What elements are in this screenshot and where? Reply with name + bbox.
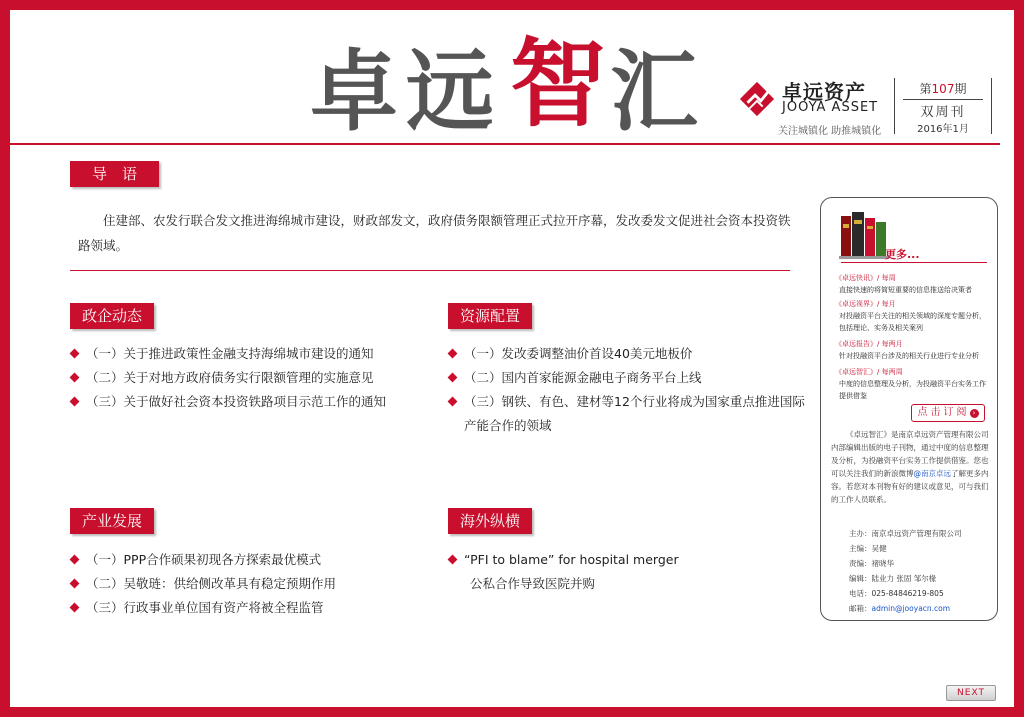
industry-item-2-label: （二）吴敬琏：供给侧改革具有稳定预期作用 xyxy=(86,576,337,591)
overseas-item-1-subline[interactable] xyxy=(448,572,810,596)
policy-item-2-label: （二）关于对地方政府债务实行限额管理的实施意见 xyxy=(86,370,374,385)
section-tag-resource: 资源配置 xyxy=(448,303,532,329)
more-rule xyxy=(841,262,987,263)
next-page-button[interactable]: NEXT xyxy=(946,685,996,701)
staff-label: 主编： xyxy=(849,544,872,553)
resource-item-2[interactable] xyxy=(448,366,810,390)
intro-text: 住建部、农发行联合发文推进海绵城市建设，财政部发文，政府债务限额管理正式拉开序幕，发改委发文促进社会资本投资铁路领域。 xyxy=(78,213,791,253)
policy-item-1-label: （一）关于推进政策性金融支持海绵城市建设的通知 xyxy=(86,346,374,361)
subscribe-button[interactable] xyxy=(911,404,985,422)
diamond-bullet-icon xyxy=(448,373,458,383)
staff-row xyxy=(849,526,962,541)
issue-info xyxy=(894,78,992,134)
overseas-list xyxy=(448,548,810,596)
brand-slogan: 关注城镇化 助推城镇化 xyxy=(778,126,882,137)
publication-4[interactable] xyxy=(835,366,991,402)
issue-number-value: 107 xyxy=(931,82,955,96)
staff-row xyxy=(849,586,962,601)
diamond-bullet-icon xyxy=(70,349,80,359)
resource-item-3[interactable] xyxy=(448,390,810,438)
staff-label: 电话： xyxy=(849,589,872,598)
brand-logo xyxy=(738,74,888,137)
publication-2[interactable] xyxy=(835,298,991,334)
diamond-bullet-icon xyxy=(70,555,80,565)
publication-3-title: 《卓远报告》/ 每两月 xyxy=(835,340,903,348)
resource-item-3-label: （三）钢铁、有色、建材等12个行业将成为国家重点推进国际产能合作的领域 xyxy=(464,394,805,433)
staff-row xyxy=(849,601,962,616)
resource-item-1[interactable] xyxy=(448,342,810,366)
staff-value: 褚晓华 xyxy=(871,559,894,568)
policy-item-2[interactable] xyxy=(70,366,430,390)
industry-item-3[interactable] xyxy=(70,596,430,620)
diamond-bullet-icon xyxy=(448,555,458,565)
masthead-char-3: 智 xyxy=(510,28,606,140)
staff-label: 责编： xyxy=(849,559,872,568)
about-text-after: 了解更多内容。若您对本刊物有好的建议或意见，可与我们的工作人员联系。 xyxy=(831,469,989,504)
issue-frequency: 双周刊 xyxy=(920,105,966,120)
publication-2-desc: 对投融资平台关注的相关领域的深度专题分析，包括理论、实务及相关案列 xyxy=(839,312,986,332)
staff-value: 025-84846219-805 xyxy=(871,589,944,598)
publication-1[interactable] xyxy=(835,272,991,296)
publication-4-desc: 中度的信息整理及分析，为投融资平台实务工作提供借鉴 xyxy=(839,380,986,400)
publication-4-title: 《卓远智汇》/ 每两周 xyxy=(835,368,903,376)
issue-prefix: 第 xyxy=(919,82,932,96)
intro-tag: 导 语 xyxy=(70,161,159,187)
staff-label: 编辑： xyxy=(849,574,872,583)
staff-list xyxy=(849,526,962,616)
publication-3[interactable] xyxy=(835,338,991,362)
about-text-before: 《卓远智汇》是南京卓远资产管理有限公司内部编辑出版的电子刊物，通过中度的信息整理及分析，为投融资平台实务工作提供借鉴。您也可以关注我们的新浪微博 xyxy=(831,430,989,478)
issue-suffix: 期 xyxy=(954,82,967,96)
diamond-bullet-icon xyxy=(448,349,458,359)
issue-date: 2016年1月 xyxy=(917,124,969,135)
publication-2-title: 《卓远视界》/ 每月 xyxy=(835,300,896,308)
overseas-subline-label: 公私合作导致医院并购 xyxy=(470,576,596,591)
industry-item-1-label: （一）PPP合作硕果初现各方探索最优模式 xyxy=(86,552,322,567)
header-rule xyxy=(10,143,1000,145)
diamond-bullet-icon xyxy=(70,373,80,383)
masthead-char-1: 卓 xyxy=(310,40,399,143)
resource-item-2-label: （二）国内首家能源金融电子商务平台上线 xyxy=(464,370,702,385)
staff-label: 主办： xyxy=(849,529,872,538)
industry-item-1[interactable] xyxy=(70,548,430,572)
more-link[interactable]: 更多... xyxy=(885,248,920,261)
policy-item-3-label: （三）关于做好社会资本投资铁路项目示范工作的通知 xyxy=(86,394,387,409)
section-tag-industry: 产业发展 xyxy=(70,508,154,534)
issue-number xyxy=(895,80,991,97)
diamond-bullet-icon xyxy=(448,397,458,407)
email-link[interactable]: admin@jooyacn.com xyxy=(871,604,951,613)
resource-list xyxy=(448,342,810,438)
weibo-link[interactable]: @南京卓远 xyxy=(913,469,951,478)
staff-row xyxy=(849,556,962,571)
policy-item-1[interactable] xyxy=(70,342,430,366)
staff-label: 邮箱： xyxy=(849,604,872,613)
publication-1-desc: 直接快速的将简短重要的信息推送给决策者 xyxy=(839,286,972,294)
staff-value: 陆业力 张固 邹尔椽 xyxy=(871,574,937,583)
issue-divider xyxy=(903,99,983,100)
staff-row xyxy=(849,541,962,556)
diamond-bullet-icon xyxy=(70,579,80,589)
industry-list xyxy=(70,548,430,620)
brand-name-cn: 卓远资产 xyxy=(782,80,866,104)
diamond-bullet-icon xyxy=(70,603,80,613)
policy-list xyxy=(70,342,430,414)
about-text xyxy=(831,428,991,506)
masthead-char-4: 汇 xyxy=(610,40,699,143)
publication-1-title: 《卓远快讯》/ 每周 xyxy=(835,274,896,282)
policy-item-3[interactable] xyxy=(70,390,430,414)
arrow-right-icon: › xyxy=(970,409,979,418)
masthead-char-2: 远 xyxy=(406,40,495,143)
section-tag-policy: 政企动态 xyxy=(70,303,154,329)
section-tag-overseas: 海外纵横 xyxy=(448,508,532,534)
industry-item-2[interactable] xyxy=(70,572,430,596)
section-divider xyxy=(70,270,790,271)
overseas-item-1[interactable] xyxy=(448,548,810,572)
brand-name-en: JOOYA ASSET xyxy=(782,100,879,115)
page-frame xyxy=(10,10,1014,707)
subscribe-button-label: 点击订阅 xyxy=(917,407,970,418)
industry-item-3-label: （三）行政事业单位国有资产将被全程监管 xyxy=(86,600,324,615)
staff-row xyxy=(849,571,962,586)
resource-item-1-label: （一）发改委调整油价首设40美元地板价 xyxy=(464,346,693,361)
diamond-bullet-icon xyxy=(70,397,80,407)
brand-mark-icon xyxy=(738,80,776,118)
overseas-item-1-label: “PFI to blame” for hospital merger xyxy=(464,552,679,567)
publications-panel xyxy=(820,197,998,621)
staff-value: 南京卓远资产管理有限公司 xyxy=(871,529,962,538)
staff-value: 吴健 xyxy=(871,544,887,553)
publication-3-desc: 针对投融资平台涉及的相关行业进行专业分析 xyxy=(839,352,979,360)
